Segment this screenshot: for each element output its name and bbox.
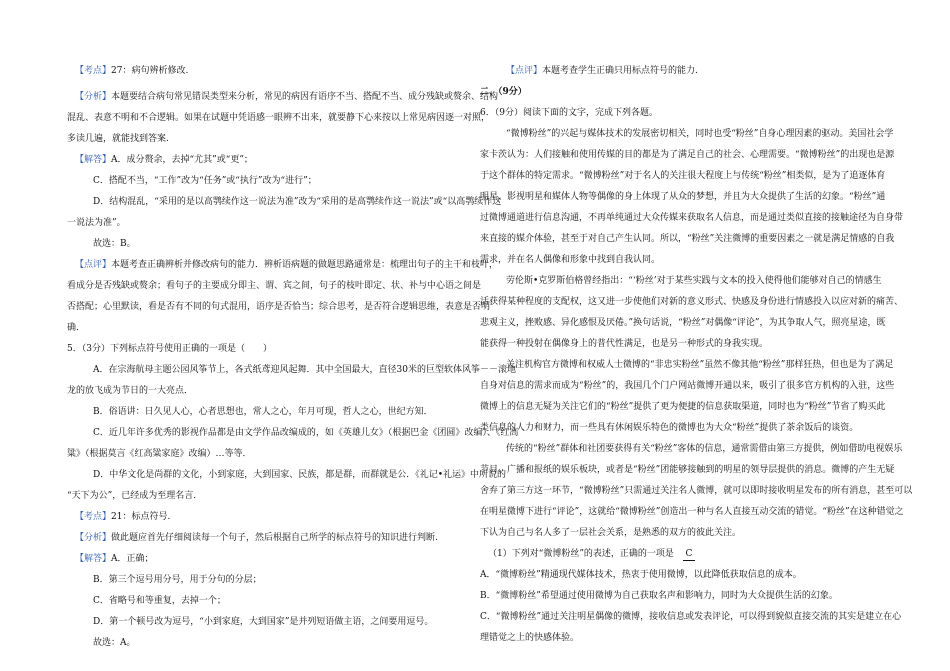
jieda-text: C．搭配不当，“工作”改为“任务”或“执行”改为“进行”； bbox=[93, 176, 317, 186]
jieda-line bbox=[75, 155, 253, 166]
passage-line: 于这个群体的特定需求。“微博粉丝”对于名人的关注很大程度上与传统“粉丝”相类似，是为了追逐体育 bbox=[480, 171, 886, 181]
question-6-intro: 6．（9分）阅读下面的文字，完成下列各题。 bbox=[480, 108, 658, 118]
passage-line: 微博上的信息无疑为关注它们的“粉丝”提供了更为便捷的信息获取渠道，同时也为“粉丝”节省了购买此 bbox=[480, 402, 886, 412]
passage-line: 悲观主义，挫败感、异化感恨及厌倦。”换句话说，“粉丝”对偶像“评论”，为其争取人气，照亮星途，既 bbox=[480, 318, 886, 328]
dianping-text: 确. bbox=[67, 323, 79, 333]
kaodian-text: 27：病句辨析修改. bbox=[111, 66, 189, 76]
passage-line: 明星、影视明星和媒体人物等偶像的身上体现了从众的梦想，并且为大众提供了生活的幻象。“粉丝”通 bbox=[480, 192, 886, 202]
jieda-text: C．省略号和等重复，去掉一个； bbox=[93, 596, 226, 606]
kaodian-text: 21：标点符号. bbox=[111, 512, 171, 522]
passage-line: 活获得某种程度的支配权，这又进一步使他们对新的意义形式、快感及身份进行情感投入以应对新的痛苦、 bbox=[480, 297, 904, 307]
jieda-text: A．正确； bbox=[111, 554, 154, 564]
dianping-line bbox=[506, 66, 698, 77]
fenxi-line bbox=[75, 92, 498, 103]
q5-option: “天下为公”，已经成为至理名言． bbox=[67, 491, 203, 501]
passage-line: “微博粉丝”的兴起与媒体技术的发展密切相关，同时也受“粉丝”自身心理因素的驱动。美国社会学 bbox=[506, 129, 894, 139]
passage-line: 传统的“粉丝”群体和社团要获得有关“粉丝”客体的信息，通常需借由第三方提供，例如借助电视娱乐 bbox=[506, 444, 903, 454]
dianping-line bbox=[75, 260, 498, 271]
dianping-text: 看成分是否残缺或赘余；看句子的主要成分即主、谓、宾之间，句子的枝叶即定、状、补与中心语之间是 bbox=[67, 281, 482, 291]
dianping-text: 本题考查正确辨析并修改病句的能力．辨析语病题的做题思路通常是：梳理出句子的主干和枝叶， bbox=[111, 260, 499, 270]
jieda-text: 故选：B。 bbox=[93, 239, 136, 249]
jieda-text: B．第三个逗号用分号，用于分句的分层； bbox=[93, 575, 262, 585]
jieda-text: 故选：A。 bbox=[93, 638, 136, 648]
q5-option: D．中华文化是尚群的文化，小到家庭，大到国家、民族，都是群，而群就是公．《礼记•礼运》中所说的 bbox=[93, 470, 507, 480]
q6-1-option: B．“微博粉丝”希望通过使用微博为自己获取名声和影响力，同时为大众提供生活的幻象。 bbox=[480, 591, 838, 601]
q5-option: C．近几年许多优秀的影视作品都是由文学作品改编成的，如《英雄儿女》（根据巴金《团圆》改编）、《红高 bbox=[93, 428, 519, 438]
passage-line: 能获得一种投射在偶像身上的普代性满足，也是另一种形式的身我实现。 bbox=[480, 339, 769, 349]
section-heading: 二、（9分） bbox=[480, 87, 527, 97]
fenxi-text: 多读几遍，就能找到答案. bbox=[67, 134, 169, 144]
passage-line: 在明星微博下进行“评论”，这就给“微博粉丝”创造出一种与名人直接互动交流的错觉。“粉丝”在这种错觉之 bbox=[480, 507, 904, 517]
fenxi-line bbox=[75, 533, 438, 544]
jieda-tag: 【解答】 bbox=[75, 554, 112, 564]
jieda-text: A．成分赘余，去掉“尤其”或“更”； bbox=[111, 155, 253, 165]
passage-line: 自身对信息的需求而成为“粉丝”的，我国几个门户网站微博开通以来，吸引了很多官方机构的入驻，这些 bbox=[480, 381, 895, 391]
fenxi-text: 本题要结合病句常见错误类型来分析，常见的病因有语序不当、搭配不当、成分残缺或赘余、结构 bbox=[111, 92, 499, 102]
passage-line: 来直接的媒介体验，甚至于对自己产生认同。所以，“粉丝”关注微博的重要因素之一就是满足情感的自我 bbox=[480, 234, 895, 244]
jieda-line bbox=[75, 554, 154, 565]
q5-option: 龙的放飞成为节日的一大亮点． bbox=[67, 386, 194, 396]
q6-1-option: A．“微博粉丝”精通现代媒体技术，热衷于使用微博，以此降低获取信息的成本。 bbox=[480, 570, 802, 580]
kaodian-tag: 【考点】 bbox=[75, 512, 112, 522]
jieda-tag: 【解答】 bbox=[75, 155, 112, 165]
q6-1-answer: C bbox=[683, 549, 695, 561]
question-5-stem: 5．（3分）下列标点符号使用正确的一项是（ ） bbox=[67, 344, 272, 354]
passage-line: 关注机构官方微博和权威人士微博的“非忠实粉丝”虽然不像其他“粉丝”那样狂热，但也是为了满足 bbox=[506, 360, 894, 370]
passage-line: 过微博通道进行信息沟通，不再单纯通过大众传媒来获取名人信息，而是通过类似直接的接触途径为自身带 bbox=[480, 213, 904, 223]
question-6-1 bbox=[488, 549, 695, 561]
kaodian-line bbox=[75, 512, 170, 523]
jieda-text: 一说法为准”。 bbox=[67, 218, 126, 228]
jieda-text: D．结构混乱，“采用的是以高鹗续作这一说法为准”改为“采用的是高鹗续作这一说法”或“以高鹗续作这 bbox=[93, 197, 502, 207]
kaodian-tag: 【考点】 bbox=[75, 66, 112, 76]
q6-1-option: C．“微博粉丝”通过关注明星偶像的微博，接收信息或发表评论，可以得到貌似直接交流的其实是建立在心 bbox=[480, 612, 902, 622]
q6-1-option: 理错觉之上的快感体验。 bbox=[480, 633, 580, 643]
passage-line: 需求，并在名人偶像和形象中找到自我认同。 bbox=[480, 255, 661, 265]
passage-line: 舍弃了第三方这一环节，“微博粉丝”只需通过关注名人微博，就可以即时接收明星发布的所有消息，甚至可以 bbox=[480, 486, 913, 496]
q6-1-stem: （1）下列对“微博粉丝”的表述，正确的一项是 bbox=[488, 549, 674, 559]
dianping-tag: 【点评】 bbox=[75, 260, 112, 270]
passage-line: 类信息的人力和财力，而一些具有休闲娱乐特色的微博也为大众“粉丝”提供了茶余饭后的谈资。 bbox=[480, 423, 859, 433]
jieda-text: D．第一个顿号改为逗号，“小到家庭，大到国家”是并列短语做主语，之间要用逗号。 bbox=[93, 617, 434, 627]
fenxi-tag: 【分析】 bbox=[75, 533, 112, 543]
passage-line: 下认为自己与名人多了一层社会关系，是熟悉的双方的彼此关注。 bbox=[480, 528, 742, 538]
q5-option: 粱》（根据莫言《红高粱家庭》改编）…等等． bbox=[67, 449, 252, 459]
dianping-tag: 【点评】 bbox=[506, 66, 543, 76]
kaodian-line bbox=[75, 66, 188, 77]
fenxi-text: 做此题应首先仔细阅读每一个句子，然后根据自己所学的标点符号的知识进行判断. bbox=[111, 533, 438, 543]
passage-line: 节目、广播和报纸的娱乐板块，或者是“粉丝”团能够接触到的明星的领导层提供的消息。微博的产生无疑 bbox=[480, 465, 895, 475]
q5-option: B．俗语讲：日久见人心，心者思想也，常人之心，年月可现，哲人之心，世纪方知． bbox=[93, 407, 433, 417]
q5-option: A．在宗海航母主题公园风筝节上，各式纸鸢迎风起舞．其中全国最大，直径30米的巨型软体风筝－－滚地 bbox=[93, 365, 516, 375]
fenxi-text: 混乱、表意不明和不合逻辑。如果在试题中凭语感一眼辨不出来，就要静下心来按以上常见病因逐一对照， bbox=[67, 113, 491, 123]
passage-line: 劳伦斯•克罗斯伯格曾经指出：“‘粉丝’对于某些实践与文本的投入使得他们能够对自己的情感生 bbox=[506, 276, 882, 286]
fenxi-tag: 【分析】 bbox=[75, 92, 112, 102]
passage-line: 家卡茨认为：人们接触和使用传媒的目的都是为了满足自己的社会、心理需要。“微博粉丝”的出现也是源 bbox=[480, 150, 895, 160]
dianping-text: 否搭配；心里默读，看是否有不同的句式混用，语序是否恰当；综合思考，是否符合逻辑思维，表意是否明 bbox=[67, 302, 491, 312]
dianping-text: 本题考查学生正确只用标点符号的能力. bbox=[542, 66, 698, 76]
